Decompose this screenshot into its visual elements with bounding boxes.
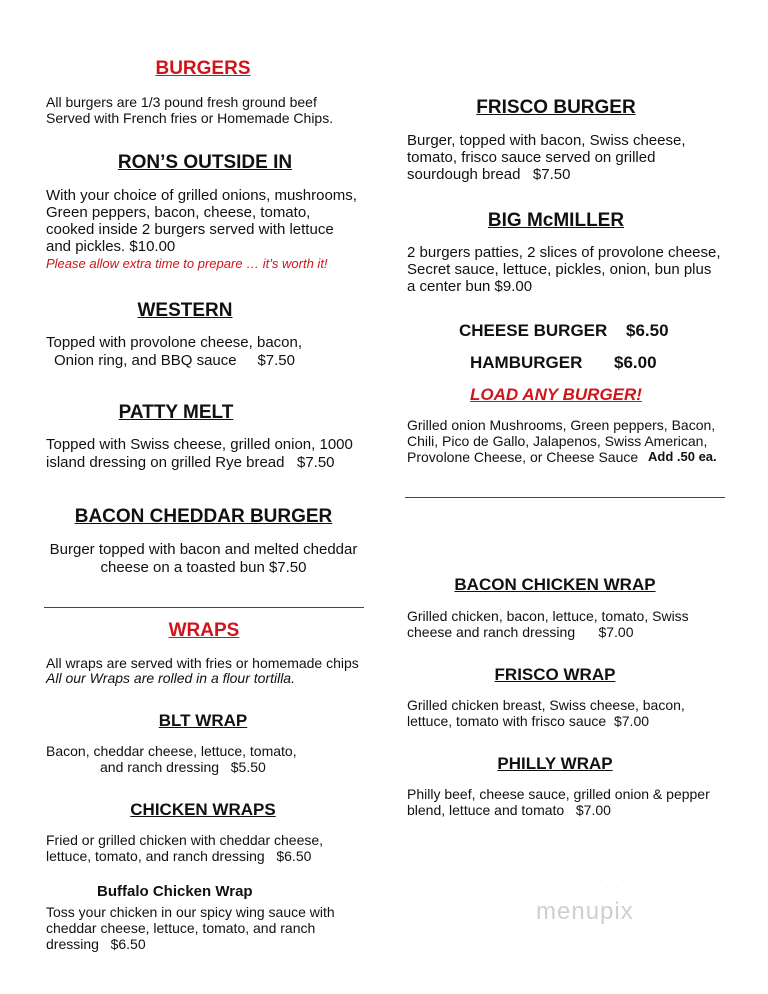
big-mcmiller-line-2: Secret sauce, lettuce, pickles, onion, bun plus	[407, 261, 712, 278]
patty-melt-line-1: Topped with Swiss cheese, grilled onion, 1000	[46, 436, 353, 453]
big-mcmiller-line-1: 2 burgers patties, 2 slices of provolone cheese,	[407, 244, 721, 261]
hamburger-price: $6.00	[614, 353, 657, 372]
patty-melt-heading: PATTY MELT	[118, 402, 234, 423]
philly-wrap-heading: PHILLY WRAP	[497, 754, 613, 773]
chicken-wraps-line-2: lettuce, tomato, and ranch dressing $6.50	[46, 848, 312, 864]
wraps-desc-2: All our Wraps are rolled in a flour tortilla.	[46, 670, 295, 686]
rons-line-4: and pickles. $10.00	[46, 238, 176, 255]
philly-wrap-line-2: blend, lettuce and tomato $7.00	[407, 802, 611, 818]
western-line-2: Onion ring, and BBQ sauce $7.50	[54, 352, 295, 369]
chicken-wraps-line-1: Fried or grilled chicken with cheddar cheese,	[46, 832, 324, 848]
frisco-burger-line-3: sourdough bread $7.50	[407, 166, 571, 183]
frisco-burger-line-1: Burger, topped with bacon, Swiss cheese,	[407, 132, 686, 149]
buffalo-wrap-heading: Buffalo Chicken Wrap	[97, 883, 253, 900]
rons-heading: RON’S OUTSIDE IN	[117, 152, 293, 173]
frisco-burger-heading: FRISCO BURGER	[476, 97, 636, 118]
frisco-burger-line-2: tomato, frisco sauce served on grilled	[407, 149, 656, 166]
blt-wrap-line-1: Bacon, cheddar cheese, lettuce, tomato,	[46, 743, 297, 759]
philly-wrap-line-1: Philly beef, cheese sauce, grilled onion & pepper	[407, 786, 710, 802]
burgers-heading: BURGERS	[155, 58, 251, 79]
patty-melt-line-2: island dressing on grilled Rye bread $7.50	[46, 454, 335, 471]
bacon-cheddar-line-1: Burger topped with bacon and melted cheddar	[49, 541, 358, 558]
rons-line-1: With your choice of grilled onions, mushrooms,	[46, 187, 357, 204]
frisco-wrap-line-1: Grilled chicken breast, Swiss cheese, bacon,	[407, 697, 685, 713]
buffalo-wrap-line-2: cheddar cheese, lettuce, tomato, and ranch	[46, 920, 316, 936]
watermark-dots: · · · · · · · · · · · · ·	[530, 882, 649, 892]
cheese-burger-name: CHEESE BURGER	[459, 321, 608, 340]
load-line-3: Provolone Cheese, or Cheese Sauce	[407, 449, 639, 465]
chicken-wraps-heading: CHICKEN WRAPS	[130, 800, 276, 819]
load-add-price: Add .50 ea.	[648, 449, 717, 464]
big-mcmiller-heading: BIG McMILLER	[487, 210, 625, 231]
rons-line-3: cooked inside 2 burgers served with lettuce	[46, 221, 334, 238]
blt-wrap-heading: BLT WRAP	[158, 711, 248, 730]
buffalo-wrap-line-3: dressing $6.50	[46, 936, 146, 952]
bacon-cheddar-line-2: cheese on a toasted bun $7.50	[100, 559, 307, 576]
frisco-wrap-heading: FRISCO WRAP	[494, 665, 616, 684]
menupix-watermark: menupix	[536, 898, 634, 925]
wraps-heading: WRAPS	[168, 620, 240, 641]
burgers-desc-2: Served with French fries or Homemade Chips.	[46, 110, 334, 126]
big-mcmiller-line-3: a center bun $9.00	[407, 278, 533, 295]
bacon-chicken-line-2: cheese and ranch dressing $7.00	[407, 624, 634, 640]
burgers-desc-1: All burgers are 1/3 pound fresh ground beef	[46, 94, 317, 110]
bacon-chicken-wrap-heading: BACON CHICKEN WRAP	[454, 575, 656, 594]
hamburger-name: HAMBURGER	[470, 353, 583, 372]
load-any-burger-heading: LOAD ANY BURGER!	[470, 385, 642, 404]
load-line-2: Chili, Pico de Gallo, Jalapenos, Swiss American,	[407, 433, 708, 449]
blt-wrap-line-2: and ranch dressing $5.50	[100, 759, 266, 775]
wraps-desc-1: All wraps are served with fries or homemade chips	[46, 655, 359, 671]
frisco-wrap-line-2: lettuce, tomato with frisco sauce $7.00	[407, 713, 650, 729]
bacon-cheddar-heading: BACON CHEDDAR BURGER	[74, 506, 333, 527]
buffalo-wrap-line-1: Toss your chicken in our spicy wing sauce with	[46, 904, 335, 920]
left-divider	[44, 607, 364, 608]
rons-line-2: Green peppers, bacon, cheese, tomato,	[46, 204, 311, 221]
load-line-1: Grilled onion Mushrooms, Green peppers, Bacon,	[407, 417, 716, 433]
rons-note: Please allow extra time to prepare … it’s worth it!	[46, 256, 328, 271]
western-heading: WESTERN	[137, 300, 233, 321]
right-divider	[405, 497, 725, 498]
cheese-burger-price: $6.50	[626, 321, 669, 340]
western-line-1: Topped with provolone cheese, bacon,	[46, 334, 303, 351]
bacon-chicken-line-1: Grilled chicken, bacon, lettuce, tomato, Swiss	[407, 608, 689, 624]
